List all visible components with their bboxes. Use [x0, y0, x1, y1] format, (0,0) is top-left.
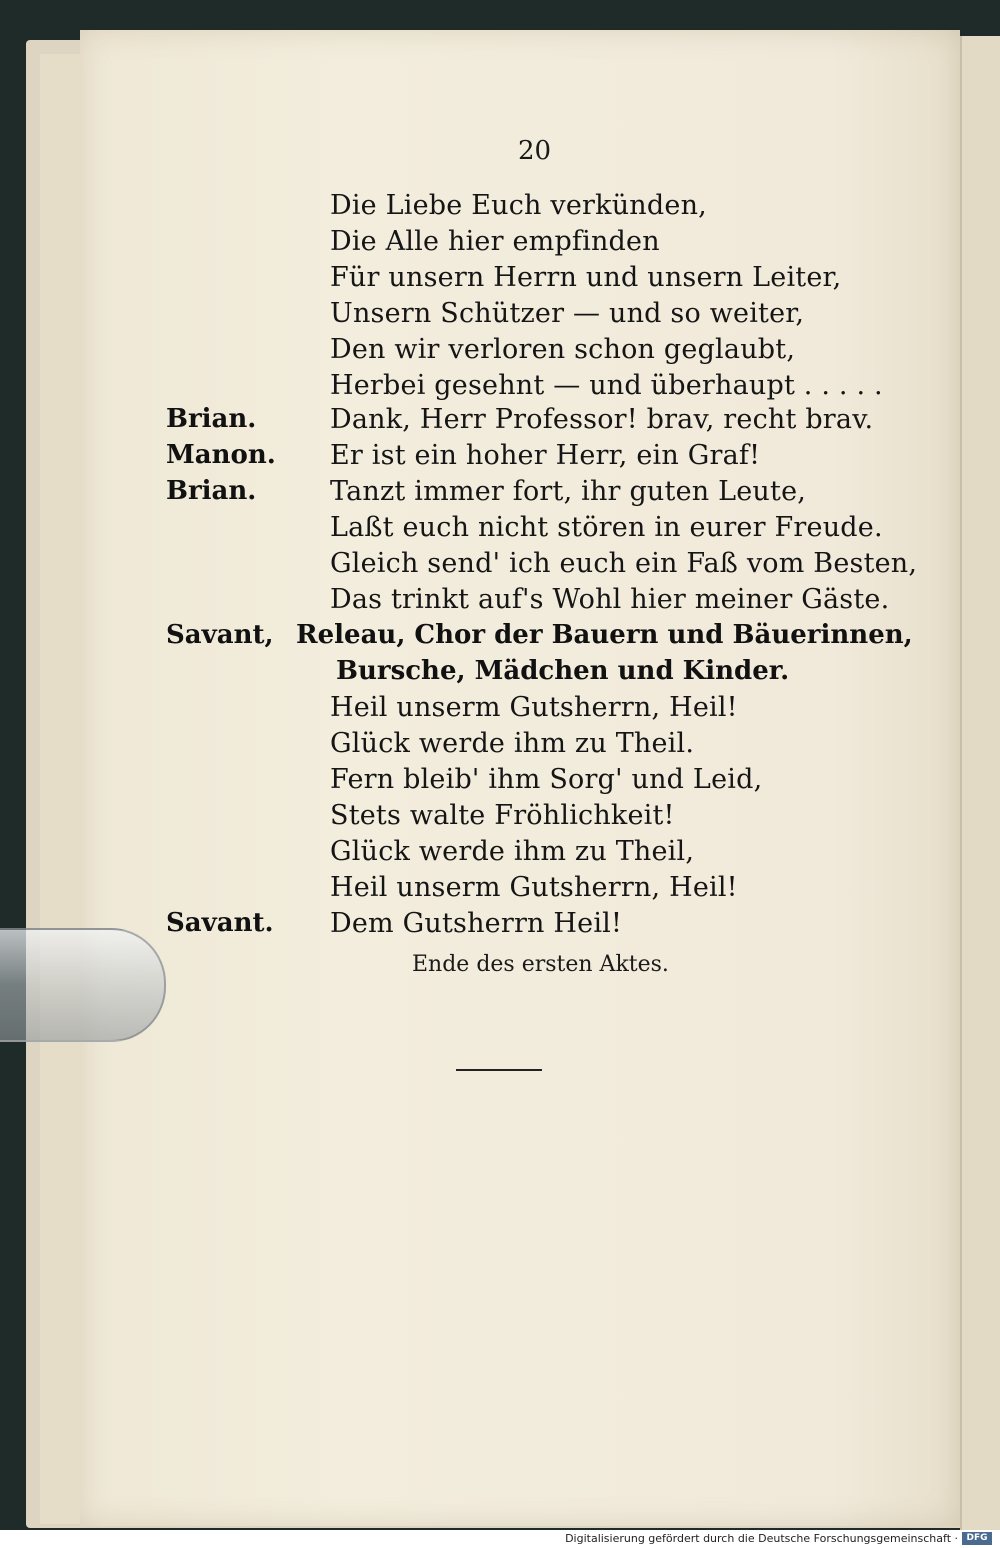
- page-number: 20: [518, 136, 552, 166]
- verse-line: Er ist ein hoher Herr, ein Graf!: [330, 440, 761, 471]
- chorus-heading-continued: Bursche, Mädchen und Kinder.: [336, 656, 790, 686]
- verse-line: Dank, Herr Professor! brav, recht brav.: [330, 404, 874, 435]
- verse-line: Glück werde ihm zu Theil,: [330, 836, 695, 867]
- speaker-name: Savant.: [166, 908, 274, 938]
- act-end-note: Ende des ersten Aktes.: [412, 952, 669, 977]
- verse-line: Fern bleib' ihm Sorg' und Leid,: [330, 764, 763, 795]
- verse-line: Den wir verloren schon geglaubt,: [330, 334, 796, 365]
- verse-line: Gleich send' ich euch ein Faß vom Besten,: [330, 548, 918, 579]
- verse-line: Die Liebe Euch verkünden,: [330, 190, 707, 221]
- speaker-name: Savant,: [166, 620, 274, 650]
- verse-line: Unsern Schützer — und so weiter,: [330, 298, 805, 329]
- facing-page-edge: [960, 36, 1000, 1530]
- speaker-name: Brian.: [166, 476, 257, 506]
- speaker-name: Brian.: [166, 404, 257, 434]
- footer-bar: [0, 1530, 1000, 1548]
- verse-line: Herbei gesehnt — und überhaupt . . . . .: [330, 370, 883, 401]
- closing-rule: [456, 1069, 542, 1071]
- verse-line: Heil unserm Gutsherrn, Heil!: [330, 692, 738, 723]
- verse-line: Laßt euch nicht stören in eurer Freude.: [330, 512, 883, 543]
- verse-line: Heil unserm Gutsherrn, Heil!: [330, 872, 738, 903]
- verse-line: Stets walte Fröhlichkeit!: [330, 800, 675, 831]
- verse-line: Dem Gutsherrn Heil!: [330, 908, 623, 939]
- page-edge: [40, 54, 81, 1524]
- verse-line: Glück werde ihm zu Theil.: [330, 728, 695, 759]
- chorus-heading: Releau, Chor der Bauern und Bäuerinnen,: [296, 620, 913, 650]
- footer-credit: Digitalisierung gefördert durch die Deutsche Forschungsgemeinschaft ·: [565, 1532, 958, 1545]
- page-holder-clip: [0, 928, 166, 1042]
- dfg-logo-icon: DFG: [962, 1532, 992, 1545]
- verse-line: Tanzt immer fort, ihr guten Leute,: [330, 476, 807, 507]
- speaker-name: Manon.: [166, 440, 276, 470]
- verse-line: Für unsern Herrn und unsern Leiter,: [330, 262, 842, 293]
- verse-line: Das trinkt auf's Wohl hier meiner Gäste.: [330, 584, 890, 615]
- verse-line: Die Alle hier empfinden: [330, 226, 660, 257]
